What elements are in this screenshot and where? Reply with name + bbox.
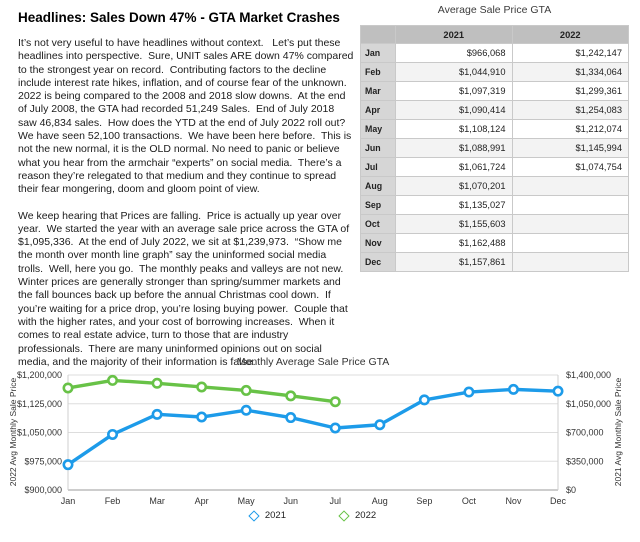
left-tick-label: $1,050,000 <box>16 427 62 438</box>
value-2021-cell: $1,061,724 <box>396 158 513 177</box>
marker-2021-Dec <box>554 387 562 395</box>
month-label: Jun <box>283 496 298 506</box>
table-header-row <box>361 26 629 44</box>
marker-2021-Sep <box>420 396 428 404</box>
table-row <box>361 158 629 177</box>
legend-item-2021 <box>250 510 286 521</box>
right-tick-label: $1,050,000 <box>566 398 612 409</box>
table-row <box>361 139 629 158</box>
price-table <box>360 25 629 272</box>
month-label: Dec <box>549 496 567 506</box>
marker-2022-Jul <box>331 398 339 406</box>
month-cell: Feb <box>361 63 396 82</box>
month-cell: Apr <box>361 101 396 120</box>
marker-2022-Jan <box>64 384 72 392</box>
value-2022-cell: $1,242,147 <box>512 44 629 63</box>
month-label: Sep <box>416 496 433 506</box>
right-tick-label: $1,400,000 <box>566 370 612 380</box>
table-row <box>361 253 629 272</box>
month-label: Jan <box>60 496 76 506</box>
value-2021-cell: $1,044,910 <box>396 63 513 82</box>
month-cell: Mar <box>361 82 396 101</box>
chart-legend <box>68 510 558 521</box>
value-2021-cell: $1,108,124 <box>396 120 513 139</box>
value-2021-cell: $966,068 <box>396 44 513 63</box>
table-row <box>361 196 629 215</box>
table-row <box>361 82 629 101</box>
month-cell: Jul <box>361 158 396 177</box>
marker-2022-Feb <box>108 376 116 384</box>
legend-marker-icon <box>248 510 259 521</box>
paragraph-1: It’s not very useful to have headlines without context. Let’s put these headlines into perspective. Sure, UNIT sales ARE down 47% compared to the strongest year on record. Contributing factors to the decline include interest rate hikes, inflation, and of course fear of the unknown. 2022 is being compared to the 2008 and 2018 slow downs. At the end of July 2008, the GTA had recorded 51,249 Sales. End of July 2018 saw 46,834 sales. How does the YTD at the end of July 2022 roll out? We have seen 52,100 transactions. We have been here before. This is not the new normal, it is the OLD normal. No need to panic or believe what you hear from the armchair “experts” on social media. There’s a reason they’re relegated to that medium and they continue to spread their fear mongering, doom and gloom point of view. <box>18 37 357 196</box>
month-label: May <box>237 496 255 506</box>
table-row <box>361 44 629 63</box>
marker-2021-Aug <box>376 421 384 429</box>
month-label: Jul <box>329 496 342 506</box>
table-title: Average Sale Price GTA <box>437 4 552 16</box>
value-2022-cell: $1,074,754 <box>512 158 629 177</box>
month-label: Nov <box>505 496 522 506</box>
right-axis-title: 2021 Avg Monthly Sale Price <box>613 377 623 487</box>
legend-marker-icon <box>338 510 349 521</box>
column-header-2022: 2022 <box>512 26 629 44</box>
marker-2021-Oct <box>465 388 473 396</box>
table-row <box>361 63 629 82</box>
chart-title: Monthly Average Sale Price GTA <box>236 356 390 368</box>
table-row <box>361 215 629 234</box>
month-label: Aug <box>371 496 388 506</box>
value-2022-cell <box>512 215 629 234</box>
marker-2021-Jan <box>64 460 72 468</box>
marker-2022-Apr <box>197 383 205 391</box>
month-cell: Nov <box>361 234 396 253</box>
value-2021-cell: $1,070,201 <box>396 177 513 196</box>
table-row <box>361 234 629 253</box>
table-row <box>361 177 629 196</box>
value-2021-cell: $1,157,861 <box>396 253 513 272</box>
headline: Headlines: Sales Down 47% - GTA Market Crashes <box>18 10 340 25</box>
value-2022-cell: $1,145,994 <box>512 139 629 158</box>
column-header-2021: 2021 <box>396 26 513 44</box>
month-cell: Aug <box>361 177 396 196</box>
month-cell: Sep <box>361 196 396 215</box>
value-2022-cell <box>512 253 629 272</box>
marker-2022-May <box>242 386 250 394</box>
left-tick-label: $975,000 <box>24 456 62 467</box>
right-tick-label: $700,000 <box>566 427 604 438</box>
value-2022-cell <box>512 177 629 196</box>
table-row <box>361 101 629 120</box>
left-tick-label: $900,000 <box>24 485 62 495</box>
paragraph-2: We keep hearing that Prices are falling. Price is actually up year over year. We started the year with an average sale price across the GTA of $1,095,336. At the end of July 2022, we sit at $1,239,973. “Show me the month over month line graph” say the uninformed social media trolls. Well, here you go. The monthly peaks and valleys are not new. Winter prices are generally stronger than spring/summer markets and the fall bounces back up before the annual Christmas cool down. If you’re waiting for a price drop, you’re losing buying power. Couple that with the higher rates, and your cost of borrowing increases. When it comes to real estate advice, turn to those that are industry professionals. There are many uninformed opinions out on social media, and the majority of their information is false. <box>18 209 353 368</box>
left-tick-label: $1,125,000 <box>16 398 62 409</box>
value-2022-cell: $1,254,083 <box>512 101 629 120</box>
value-2021-cell: $1,090,414 <box>396 101 513 120</box>
marker-2021-Mar <box>153 410 161 418</box>
legend-label: 2022 <box>355 510 377 521</box>
month-label: Mar <box>149 496 165 506</box>
right-tick-label: $350,000 <box>566 456 604 467</box>
value-2022-cell: $1,334,064 <box>512 63 629 82</box>
marker-2021-Feb <box>108 430 116 438</box>
value-2021-cell: $1,135,027 <box>396 196 513 215</box>
value-2021-cell: $1,162,488 <box>396 234 513 253</box>
price-table-section <box>360 4 629 272</box>
marker-2021-Jun <box>287 413 295 421</box>
month-label: Feb <box>104 496 121 506</box>
month-cell: Jun <box>361 139 396 158</box>
right-tick-label: $0 <box>566 485 577 495</box>
value-2022-cell: $1,299,361 <box>512 82 629 101</box>
series-line-2021 <box>68 389 558 464</box>
month-cell: May <box>361 120 396 139</box>
marker-2022-Mar <box>153 379 161 387</box>
marker-2021-Jul <box>331 424 339 432</box>
value-2022-cell: $1,212,074 <box>512 120 629 139</box>
value-2021-cell: $1,155,603 <box>396 215 513 234</box>
article-column <box>18 10 357 382</box>
marker-2021-Apr <box>197 413 205 421</box>
month-cell: Jan <box>361 44 396 63</box>
marker-2021-May <box>242 406 250 414</box>
corner-cell <box>361 26 396 44</box>
legend-item-2022 <box>340 510 376 521</box>
value-2022-cell <box>512 196 629 215</box>
marker-2022-Jun <box>287 392 295 400</box>
table-row <box>361 120 629 139</box>
legend-label: 2021 <box>264 510 286 521</box>
value-2022-cell <box>512 234 629 253</box>
value-2021-cell: $1,097,319 <box>396 82 513 101</box>
marker-2021-Nov <box>509 385 517 393</box>
left-axis-title: 2022 Avg Monthly Sale Price <box>8 377 18 487</box>
month-label: Oct <box>461 496 476 506</box>
left-tick-label: $1,200,000 <box>16 370 62 380</box>
chart-section <box>0 353 640 542</box>
month-cell: Oct <box>361 215 396 234</box>
value-2021-cell: $1,088,991 <box>396 139 513 158</box>
month-label: Apr <box>194 496 209 506</box>
month-cell: Dec <box>361 253 396 272</box>
